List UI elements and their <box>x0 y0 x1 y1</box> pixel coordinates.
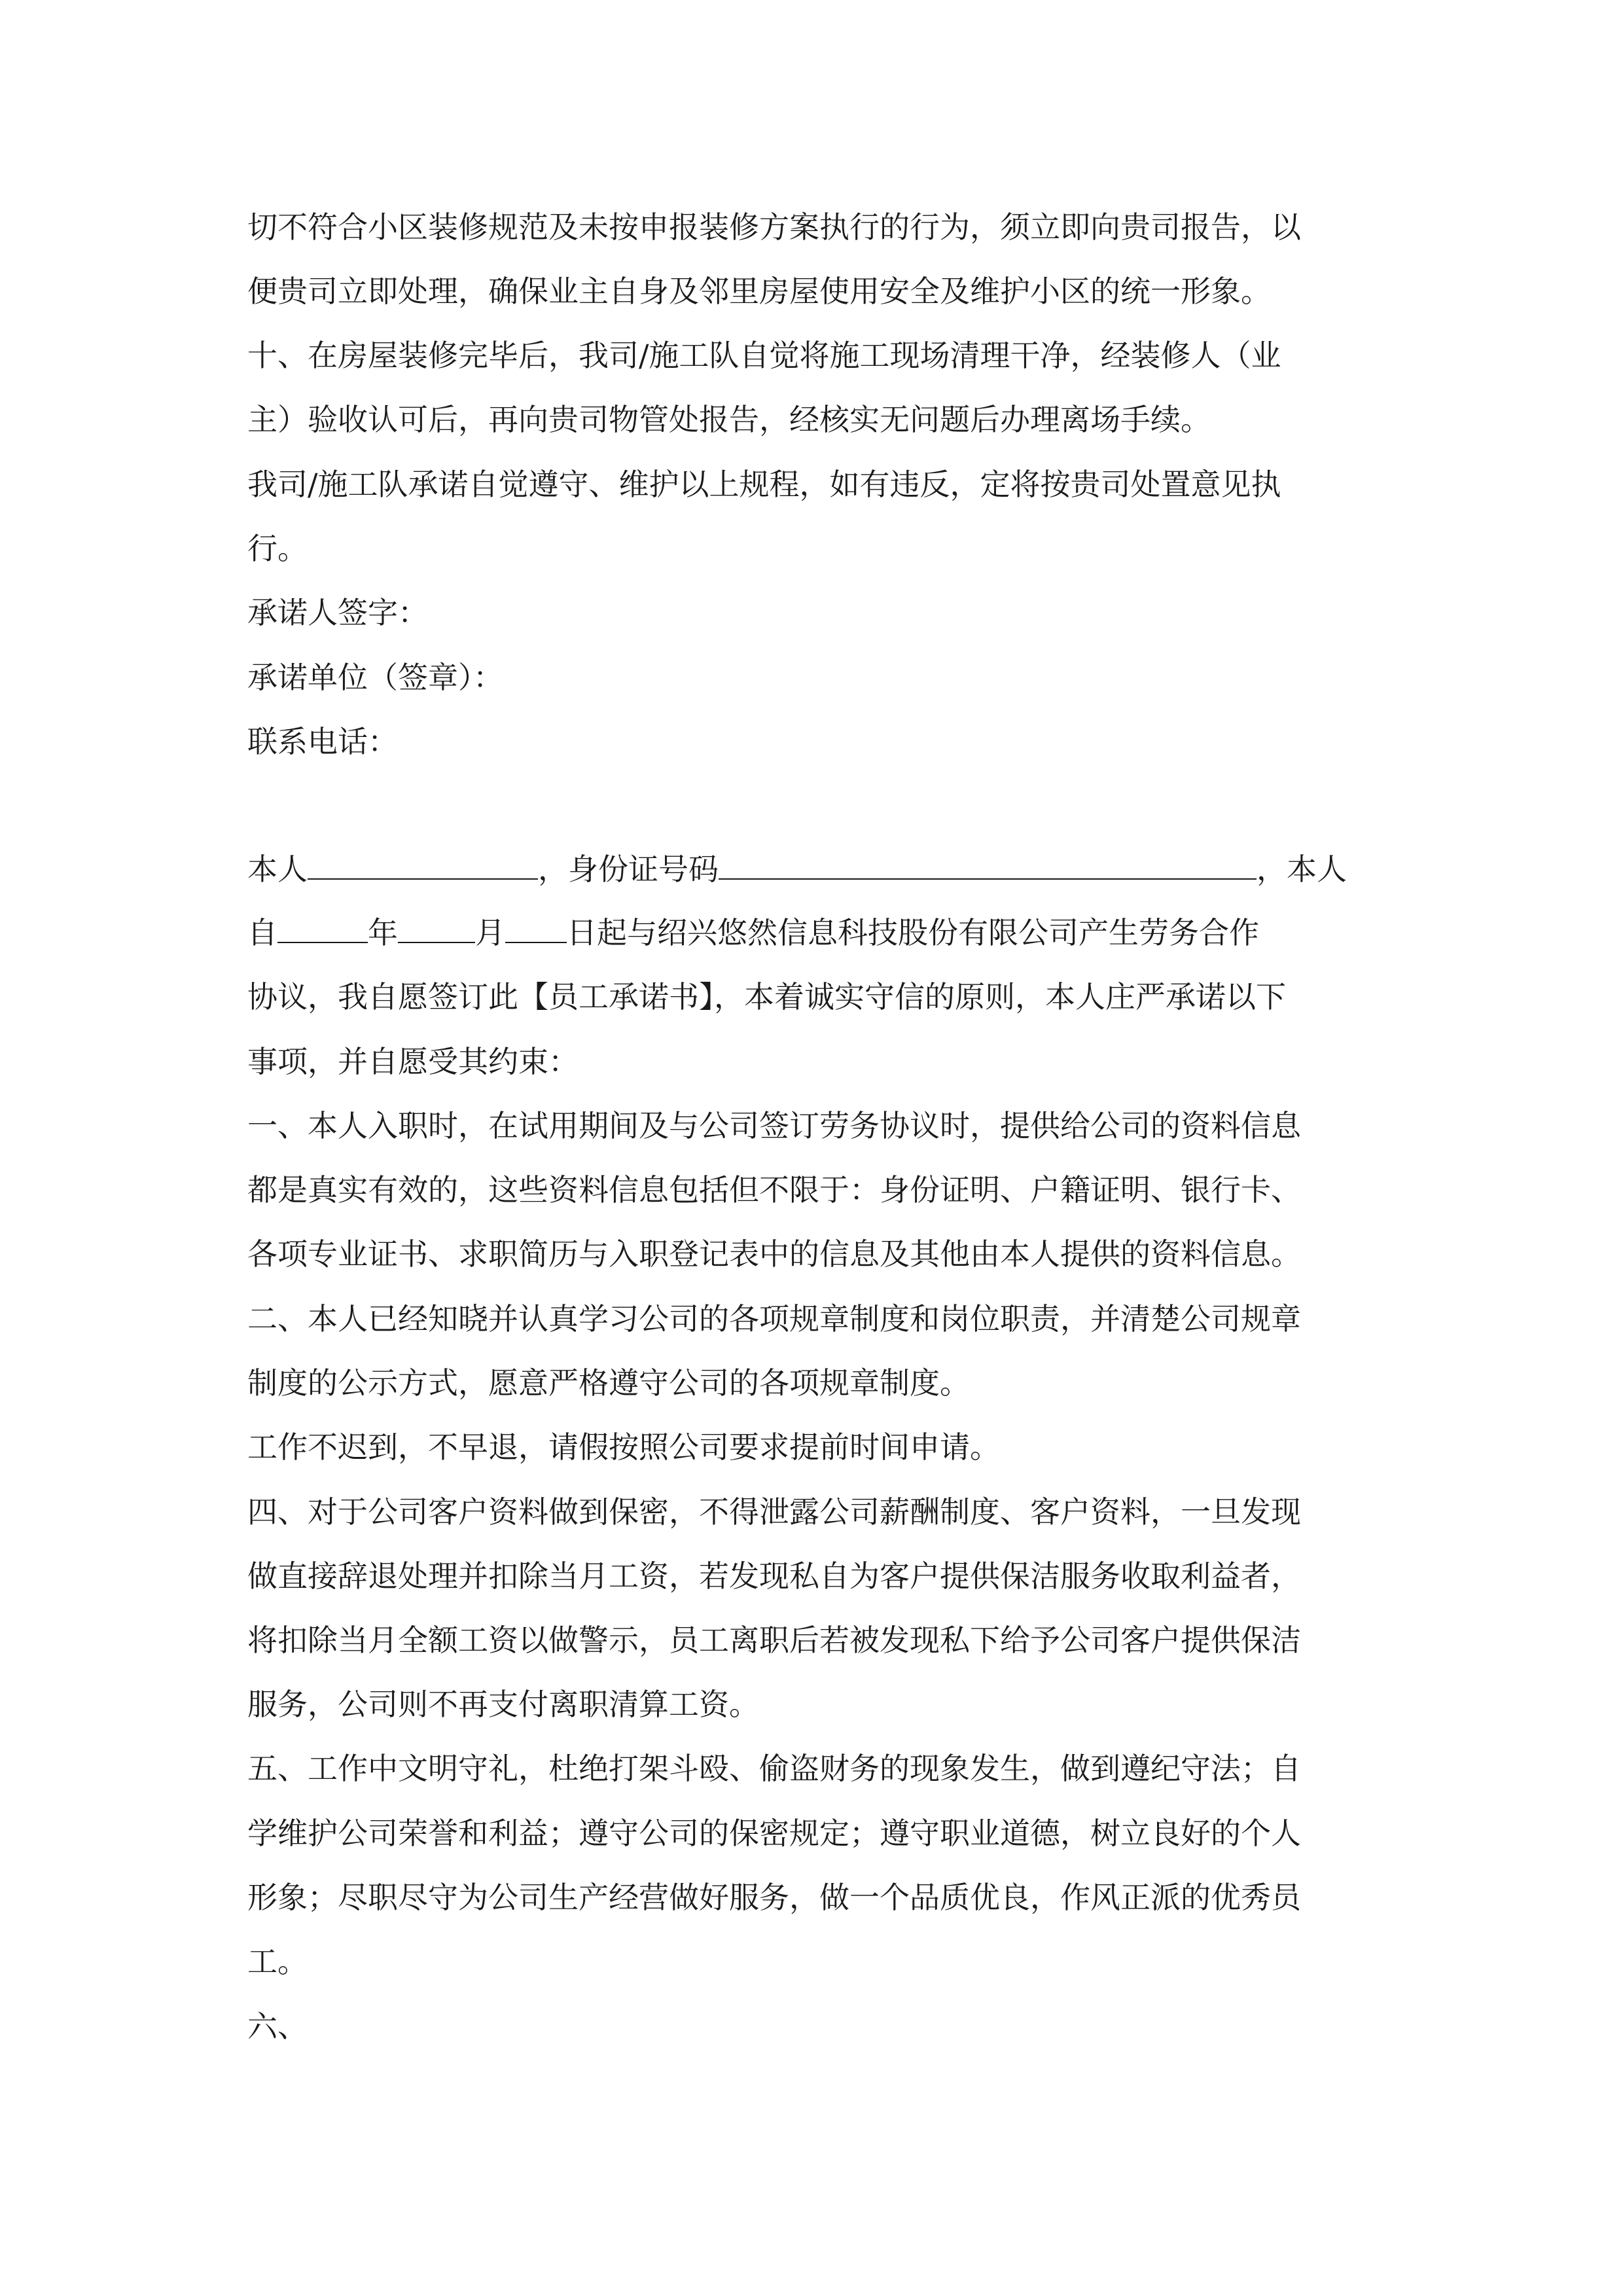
paragraph-line: 形象；尽职尽守为公司生产经营做好服务，做一个品质优良，作风正派的优秀员 <box>247 1880 1301 1915</box>
name-blank <box>308 850 538 880</box>
text-segment: 自 <box>247 915 277 950</box>
paragraph-line: 协议，我自愿签订此【员工承诺书】，本着诚实守信的原则，本人庄严承诺以下 <box>247 979 1286 1014</box>
contact-phone-label: 联系电话： <box>247 724 398 759</box>
signer-signature-label: 承诺人签字： <box>247 595 428 630</box>
paragraph-line: 行。 <box>247 531 308 566</box>
paragraph-line: 工。 <box>247 1944 308 1979</box>
unit-seal-label: 承诺单位（签章）： <box>247 660 503 695</box>
paragraph-line: 六、 <box>247 2009 308 2044</box>
paragraph-line: 工作不迟到，不早退，请假按照公司要求提前时间申请。 <box>247 1429 1000 1465</box>
id-number-blank <box>719 850 1257 880</box>
paragraph-line: 各项专业证书、求职简历与入职登记表中的信息及其他由本人提供的资料信息。 <box>247 1236 1301 1272</box>
day-blank <box>505 913 567 943</box>
paragraph-line: 切不符合小区装修规范及未按申报装修方案执行的行为，须立即向贵司报告，以 <box>247 209 1301 245</box>
paragraph-line: 十、在房屋装修完毕后，我司/施工队自觉将施工现场清理干净，经装修人（业 <box>247 338 1281 373</box>
paragraph-line: 都是真实有效的，这些资料信息包括但不限于：身份证明、户籍证明、银行卡、 <box>247 1172 1301 1208</box>
paragraph-line: 服务，公司则不再支付离职清算工资。 <box>247 1687 759 1722</box>
text-segment: 月 <box>475 915 505 950</box>
text-segment: ，身份证号码 <box>538 852 719 887</box>
paragraph-line: 二、本人已经知晓并认真学习公司的各项规章制度和岗位职责，并清楚公司规章 <box>247 1301 1301 1336</box>
text-segment: 日起与绍兴悠然信息科技股份有限公司产生劳务合作 <box>567 915 1259 950</box>
pledge-intro-line-2 <box>247 913 1259 952</box>
pledge-intro-line-1 <box>247 850 1347 889</box>
year-blank <box>277 913 368 943</box>
paragraph-line: 学维护公司荣誉和利益；遵守公司的保密规定；遵守职业道德，树立良好的个人 <box>247 1816 1301 1851</box>
month-blank <box>398 913 475 943</box>
paragraph-line: 四、对于公司客户资料做到保密，不得泄露公司薪酬制度、客户资料，一旦发现 <box>247 1494 1301 1530</box>
paragraph-line: 一、本人入职时，在试用期间及与公司签订劳务协议时，提供给公司的资料信息 <box>247 1108 1301 1143</box>
paragraph-line: 做直接辞退处理并扣除当月工资，若发现私自为客户提供保洁服务收取利益者， <box>247 1558 1301 1594</box>
paragraph-line: 主）验收认可后，再向贵司物管处报告，经核实无问题后办理离场手续。 <box>247 402 1211 437</box>
text-segment: 年 <box>368 915 398 950</box>
paragraph-line: 制度的公示方式，愿意严格遵守公司的各项规章制度。 <box>247 1365 970 1401</box>
text-segment: 本人 <box>247 852 308 887</box>
paragraph-line: 五、工作中文明守礼，杜绝打架斗殴、偷盗财务的现象发生，做到遵纪守法；自 <box>247 1751 1301 1786</box>
paragraph-line: 将扣除当月全额工资以做警示，员工离职后若被发现私下给予公司客户提供保洁 <box>247 1623 1301 1658</box>
text-segment: ，本人 <box>1257 852 1347 887</box>
paragraph-line: 事项，并自愿受其约束： <box>247 1044 579 1079</box>
paragraph-line: 我司/施工队承诺自觉遵守、维护以上规程，如有违反，定将按贵司处置意见执 <box>247 467 1281 502</box>
paragraph-line: 便贵司立即处理，确保业主自身及邻里房屋使用安全及维护小区的统一形象。 <box>247 274 1271 309</box>
